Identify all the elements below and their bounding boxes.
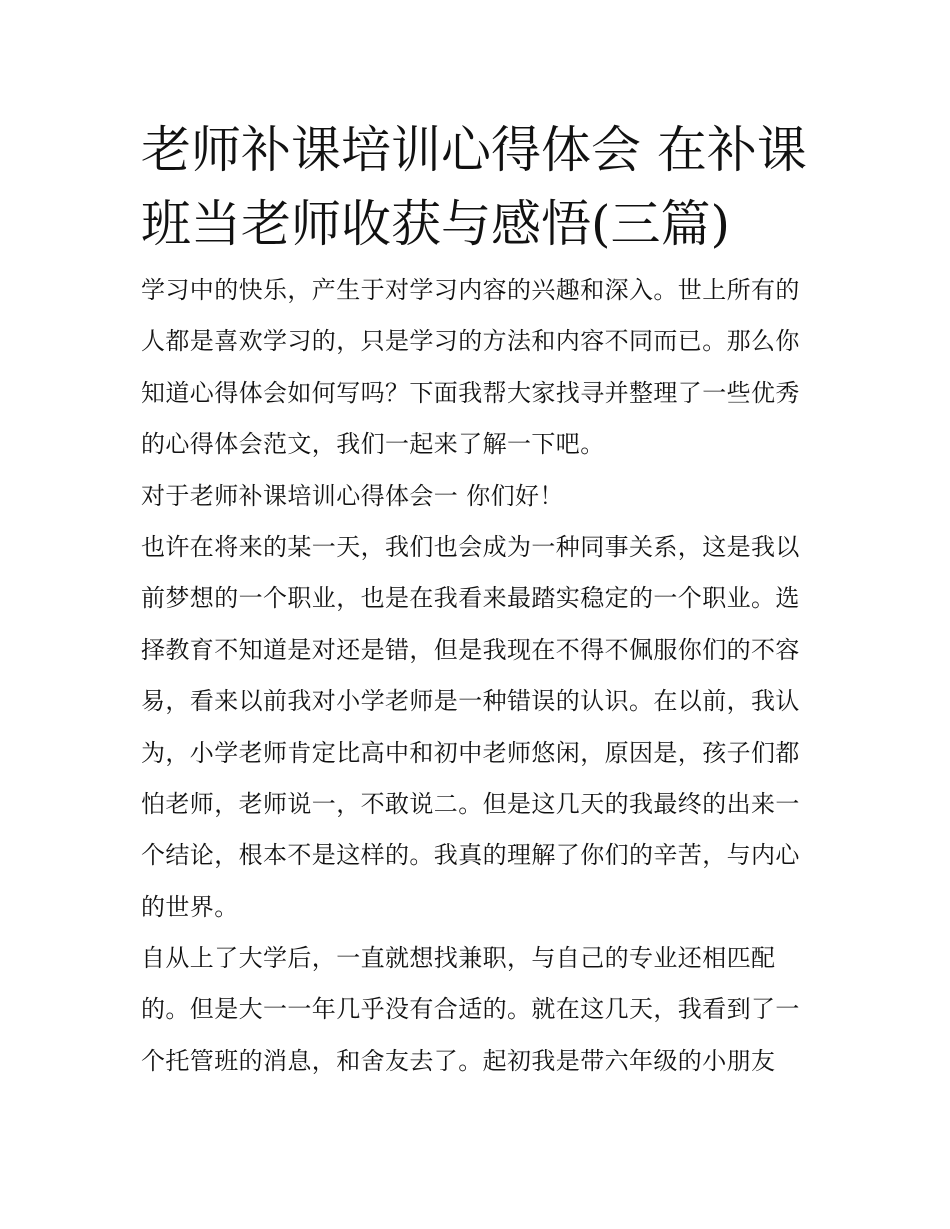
body-line: 的心得体会范文，我们一起来了解一下吧。 [141, 430, 605, 459]
body-line: 的世界。 [141, 892, 239, 921]
body-line: 的。但是大一一年几乎没有合适的。就在这几天，我看到了一 [141, 995, 800, 1024]
body-line: 个结论，根本不是这样的。我真的理解了你们的辛苦，与内心 [141, 841, 800, 870]
document-title [141, 113, 821, 261]
document-body [141, 265, 821, 1087]
body-line: 易，看来以前我对小学老师是一种错误的认识。在以前，我认 [141, 687, 800, 716]
body-line: 为，小学老师肯定比高中和初中老师悠闲，原因是，孩子们都 [141, 738, 800, 767]
body-line: 自从上了大学后，一直就想找兼职，与自己的专业还相匹配 [141, 944, 776, 973]
body-line: 怕老师，老师说一，不敢说二。但是这几天的我最终的出来一 [141, 789, 800, 818]
title-line: 班当老师收获与感悟(三篇) [141, 195, 731, 253]
body-line: 也许在将来的某一天，我们也会成为一种同事关系，这是我以 [141, 532, 800, 561]
body-line: 个托管班的消息，和舍友去了。起初我是带六年级的小朋友 [141, 1046, 776, 1075]
document-content [141, 113, 821, 1087]
body-line: 学习中的快乐，产生于对学习内容的兴趣和深入。世上所有的 [141, 276, 800, 304]
title-line: 老师补课培训心得体会 在补课 [141, 121, 807, 179]
body-line: 前梦想的一个职业，也是在我看来最踏实稳定的一个职业。选 [141, 584, 800, 613]
body-line: 对于老师补课培训心得体会一 你们好！ [141, 481, 564, 510]
body-line: 人都是喜欢学习的，只是学习的方法和内容不同而已。那么你 [141, 327, 800, 356]
body-line: 择教育不知道是对还是错，但是我现在不得不佩服你们的不容 [141, 635, 800, 664]
body-line: 知道心得体会如何写吗？下面我帮大家找寻并整理了一些优秀 [141, 378, 800, 407]
